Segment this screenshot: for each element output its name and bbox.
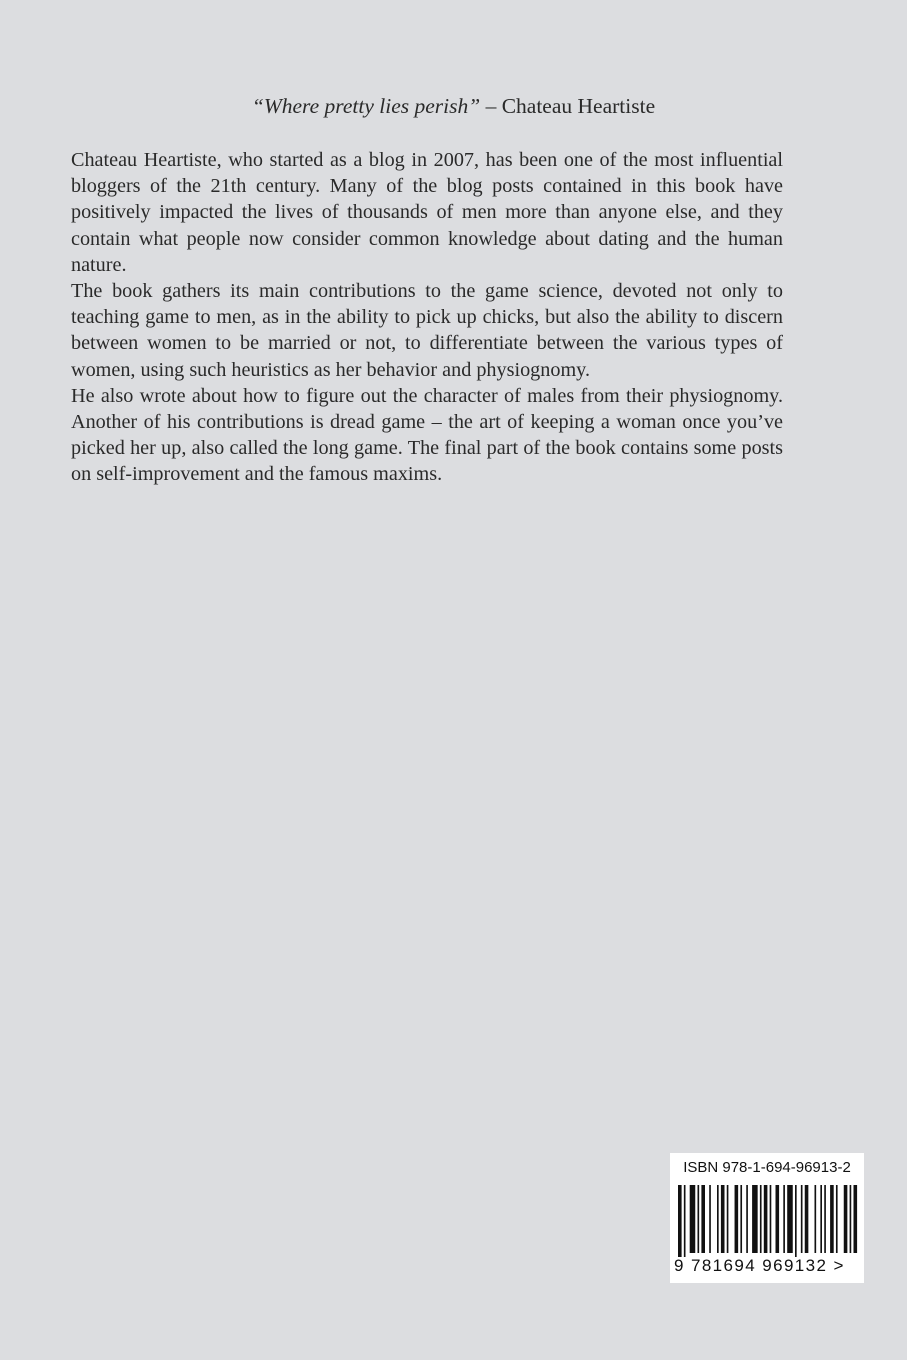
isbn-label: ISBN 978-1-694-96913-2 [683, 1159, 851, 1176]
barcode-icon [676, 1185, 858, 1257]
blurb-paragraph-3: He also wrote about how to figure out the character of males from their physiognomy. Another of his contributions is dread game – the art of keeping a woman once you’ve picked her up, also called the long game. The final part of the book contains some posts on self-improvement and the famous maxims. [71, 384, 783, 486]
blurb-paragraph-1: Chateau Heartiste, who started as a blog in 2007, has been one of the most influential bloggers of the 21th century. Many of the blog posts contained in this book have positively impacted the lives of thousands of men more than anyone else, and they contain what people now consider common knowledge about dating and the human nature. [71, 149, 783, 276]
epigraph [0, 92, 907, 120]
epigraph-quote: “Where pretty lies perish” [251, 94, 481, 118]
epigraph-dash: – [480, 94, 502, 118]
barcode-digits: 9 781694 969132 > [674, 1256, 845, 1275]
isbn-barcode-box [670, 1153, 864, 1283]
epigraph-attribution: Chateau Heartiste [501, 94, 656, 118]
blurb-paragraph-2: The book gathers its main contributions to the game science, devoted not only to teaching game to men, as in the ability to pick up chicks, but also the ability to discern between women to be married or not, to differentiate between the various types of women, using such heuristics as her behavior and physiognomy. [71, 280, 783, 381]
back-cover-blurb [71, 147, 783, 488]
